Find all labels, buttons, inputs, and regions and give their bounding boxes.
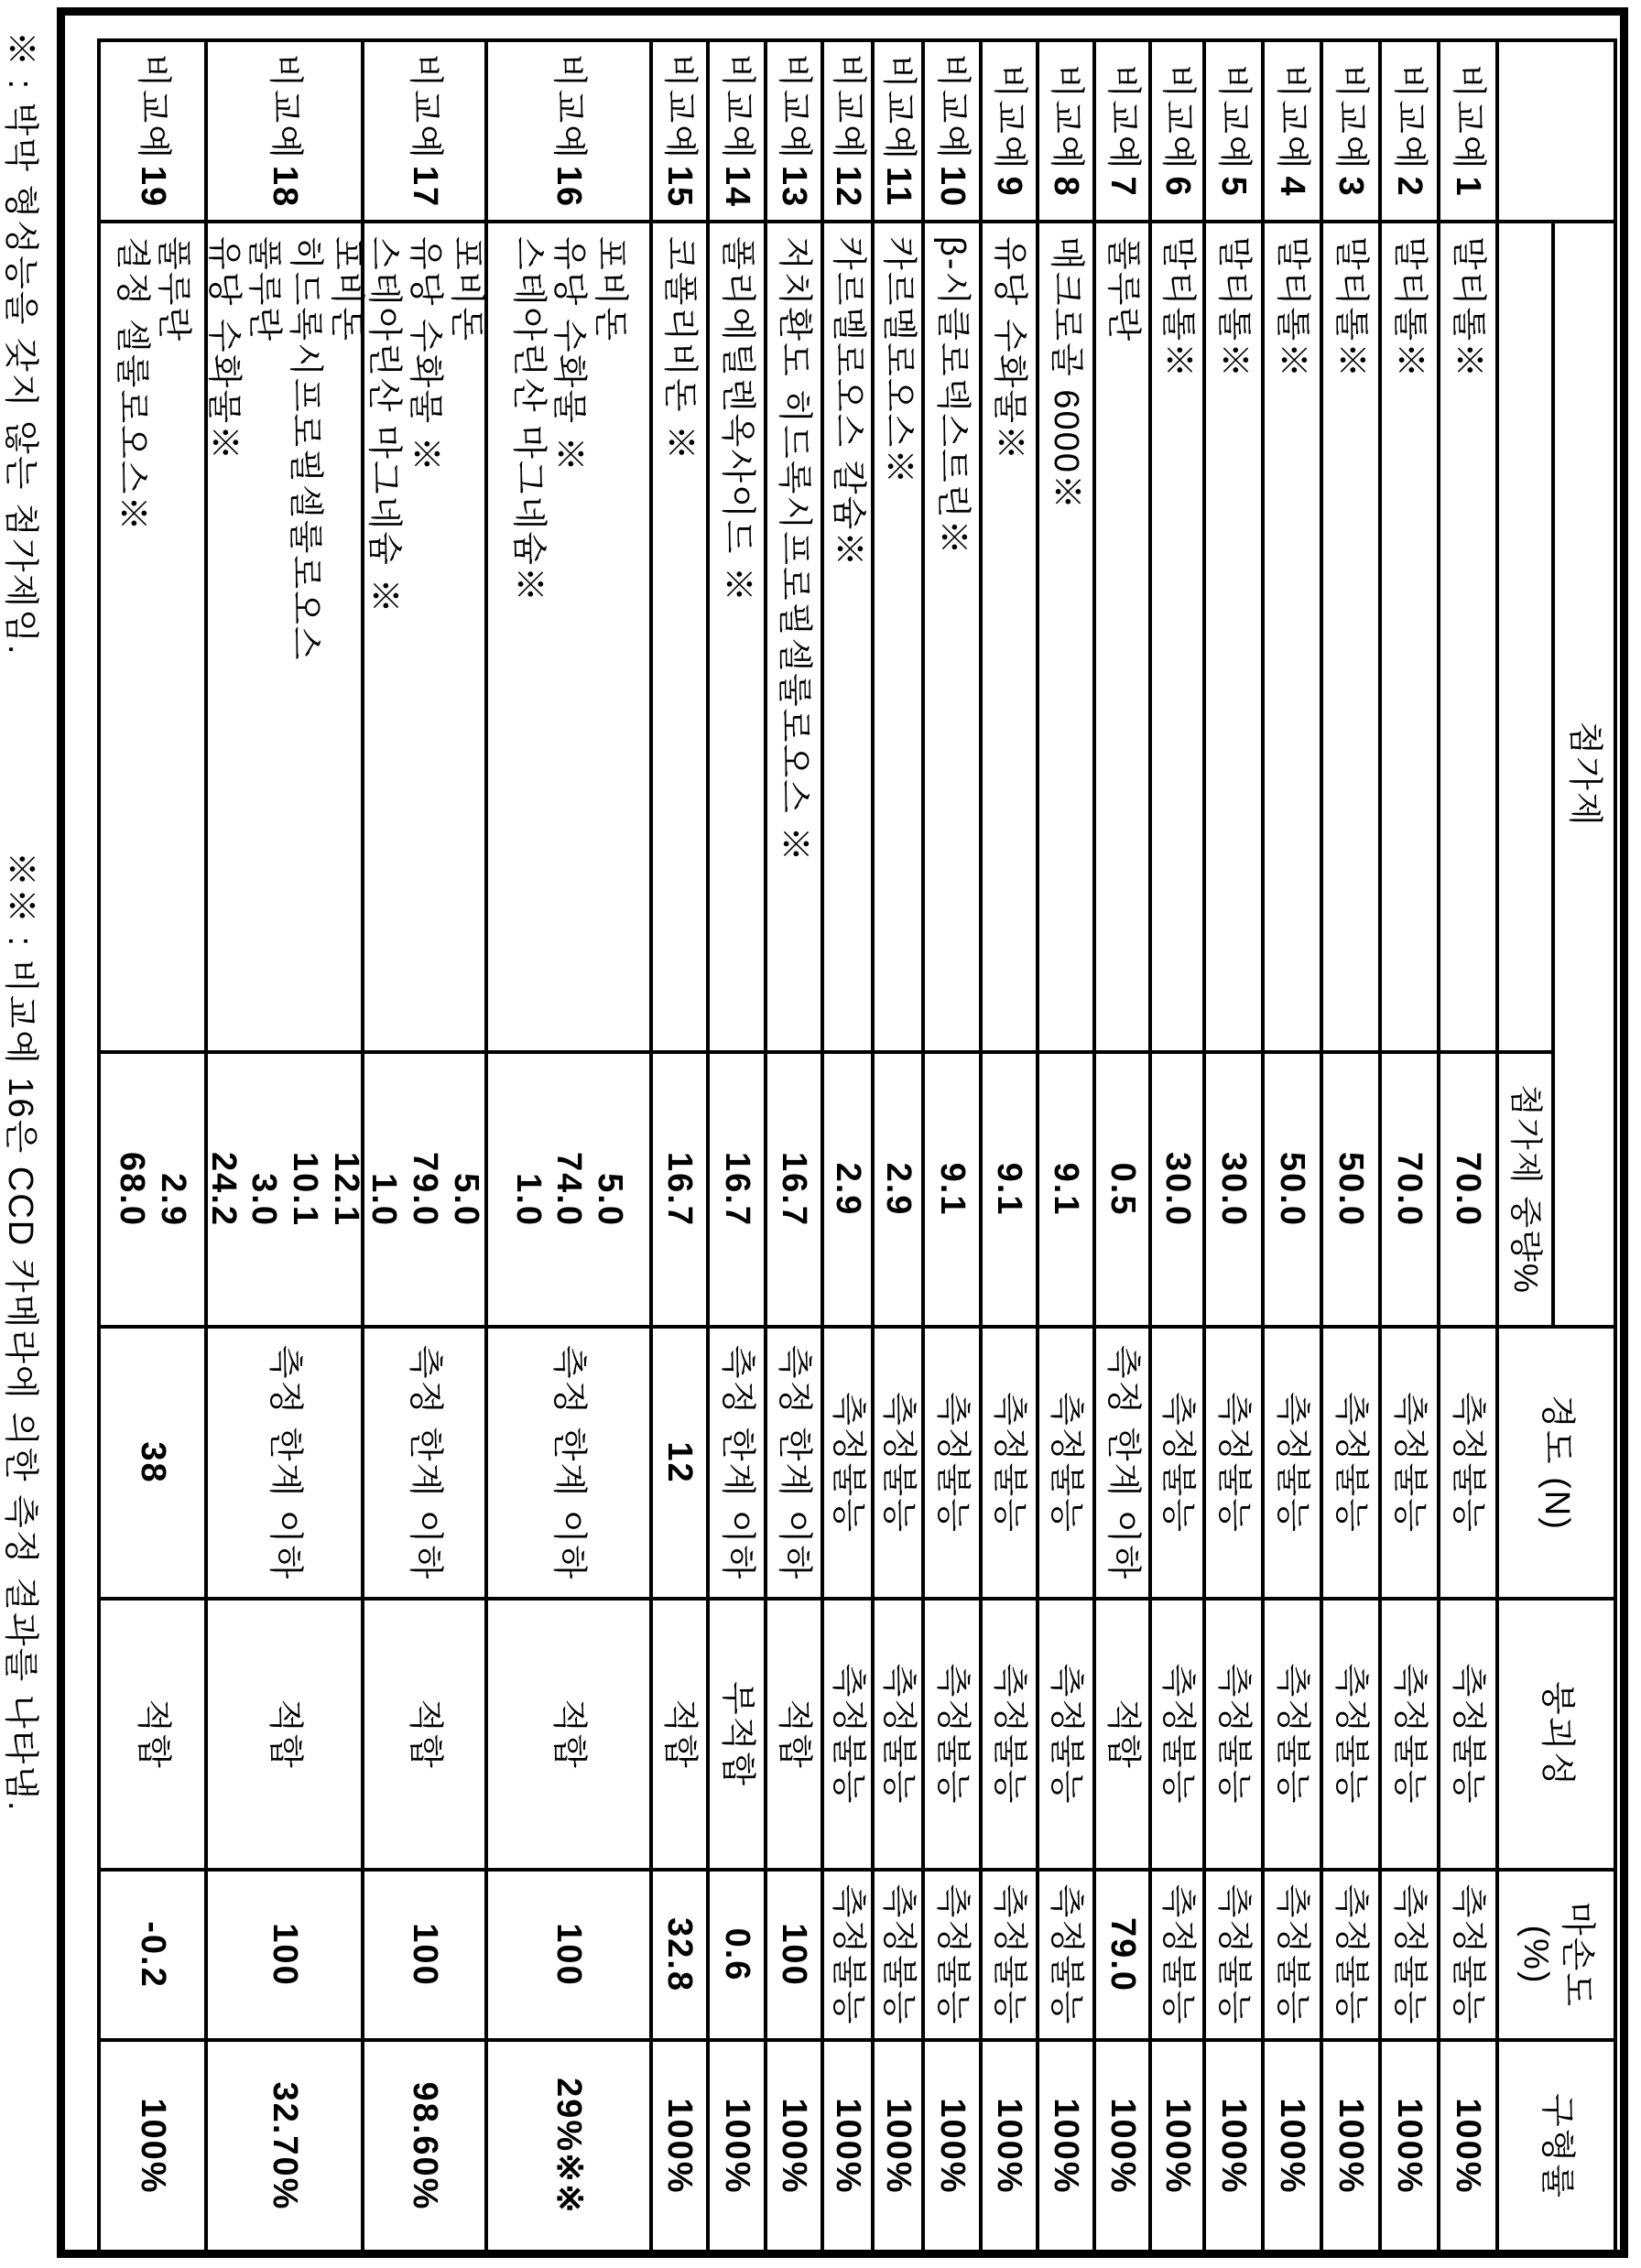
- cell-weight-percent: 0.5: [1092, 1054, 1148, 1329]
- header-disintegration: 붕괴성: [1495, 1601, 1614, 1872]
- cell-additive: 포비돈 유당 수화물 ※ 스테아린산 마그네슘 ※: [361, 223, 484, 1054]
- cell-friability: 측정불능: [979, 1872, 1036, 2042]
- footnote-film-forming: ※ : 박막 형성능을 갖지 않는 첨가제임.: [1, 31, 39, 657]
- row-label-2: 비교예 2: [1378, 42, 1437, 223]
- cell-weight-percent: 70.0: [1378, 1054, 1437, 1329]
- cell-friability: 측정불능: [1261, 1872, 1320, 2042]
- cell-hardness: 측정 한계 이하: [484, 1329, 649, 1601]
- header-hardness: 경도 (N): [1495, 1329, 1614, 1601]
- cell-hardness: 38: [97, 1329, 204, 1601]
- cell-disintegration: 측정불능: [1378, 1601, 1437, 1872]
- cell-weight-percent: 12.1 10.1 3.0 24.2: [204, 1054, 361, 1329]
- row-label-10: 비교예 10: [921, 42, 979, 223]
- row-label-8: 비교예 8: [1036, 42, 1092, 223]
- cell-sphericity: 100%: [1437, 2042, 1495, 2254]
- cell-disintegration: 적합: [484, 1601, 649, 1872]
- cell-friability: 79.0: [1092, 1872, 1148, 2042]
- cell-sphericity: 100%: [1092, 2042, 1148, 2254]
- cell-disintegration: 적합: [97, 1601, 204, 1872]
- cell-weight-percent: 9.1: [979, 1054, 1036, 1329]
- row-label-7: 비교예 7: [1092, 42, 1148, 223]
- row-label-14: 비교예 14: [706, 42, 764, 223]
- header-weight-percent: 첨가제 중량%: [1495, 1054, 1551, 1329]
- cell-friability: 측정불능: [1437, 1872, 1495, 2042]
- cell-friability: 100: [204, 1872, 361, 2042]
- cell-hardness: 측정불능: [1202, 1329, 1261, 1601]
- cell-friability: 100: [484, 1872, 649, 2042]
- cell-additive: 말티톨※: [1261, 223, 1320, 1054]
- cell-weight-percent: 5.0 74.0 1.0: [484, 1054, 649, 1329]
- cell-weight-percent: 30.0: [1202, 1054, 1261, 1329]
- cell-sphericity: 100%: [1261, 2042, 1320, 2254]
- cell-friability: 100: [764, 1872, 820, 2042]
- cell-hardness: 측정불능: [1036, 1329, 1092, 1601]
- row-label-5: 비교예 5: [1202, 42, 1261, 223]
- cell-weight-percent: 5.0 79.0 1.0: [361, 1054, 484, 1329]
- row-label-1: 비교예 1: [1437, 42, 1495, 223]
- cell-additive: 카르멜로오스 칼슘※: [820, 223, 871, 1054]
- cell-hardness: 측정 한계 이하: [361, 1329, 484, 1601]
- header-corner-cell: [1495, 42, 1614, 223]
- cell-friability: 측정불능: [1378, 1872, 1437, 2042]
- cell-friability: 0.6: [706, 1872, 764, 2042]
- cell-disintegration: 측정불능: [921, 1601, 979, 1872]
- cell-disintegration: 적합: [204, 1601, 361, 1872]
- cell-sphericity: 100%: [820, 2042, 871, 2254]
- cell-weight-percent: 30.0: [1148, 1054, 1202, 1329]
- row-label-9: 비교예 9: [979, 42, 1036, 223]
- footnotes: [0, 0, 49, 2268]
- header-additive: 첨가제: [1551, 223, 1614, 1329]
- cell-additive: 말티톨※: [1202, 223, 1261, 1054]
- cell-disintegration: 부적합: [706, 1601, 764, 1872]
- cell-additive: 풀루란: [1092, 223, 1148, 1054]
- cell-friability: 측정불능: [1036, 1872, 1092, 2042]
- cell-sphericity: 100%: [706, 2042, 764, 2254]
- cell-disintegration: 측정불능: [1202, 1601, 1261, 1872]
- cell-friability: 측정불능: [921, 1872, 979, 2042]
- cell-disintegration: 측정불능: [1437, 1601, 1495, 1872]
- cell-additive: 매크로골 6000※: [1036, 223, 1092, 1054]
- row-label-3: 비교예 3: [1320, 42, 1378, 223]
- cell-sphericity: 100%: [979, 2042, 1036, 2254]
- cell-weight-percent: 16.7: [649, 1054, 706, 1329]
- cell-friability: 100: [361, 1872, 484, 2042]
- cell-sphericity: 100%: [764, 2042, 820, 2254]
- cell-additive: 카르멜로오스※: [871, 223, 921, 1054]
- cell-sphericity: 29%※※: [484, 2042, 649, 2254]
- cell-additive: 유당 수화물※: [979, 223, 1036, 1054]
- cell-friability: -0.2: [97, 1872, 204, 2042]
- cell-disintegration: 적합: [1092, 1601, 1148, 1872]
- row-label-11: 비교예 11: [871, 42, 921, 223]
- cell-disintegration: 적합: [649, 1601, 706, 1872]
- cell-disintegration: 측정불능: [979, 1601, 1036, 1872]
- cell-weight-percent: 2.9 68.0: [97, 1054, 204, 1329]
- row-label-17: 비교예 17: [361, 42, 484, 223]
- cell-disintegration: 적합: [361, 1601, 484, 1872]
- cell-weight-percent: 50.0: [1320, 1054, 1378, 1329]
- cell-disintegration: 측정불능: [820, 1601, 871, 1872]
- cell-hardness: 측정 한계 이하: [1092, 1329, 1148, 1601]
- cell-disintegration: 측정불능: [1036, 1601, 1092, 1872]
- cell-weight-percent: 16.7: [764, 1054, 820, 1329]
- cell-hardness: 측정 한계 이하: [706, 1329, 764, 1601]
- row-label-16: 비교예 16: [484, 42, 649, 223]
- cell-additive: 말티톨※: [1378, 223, 1437, 1054]
- cell-hardness: 측정불능: [1320, 1329, 1378, 1601]
- cell-additive: 말티톨※: [1320, 223, 1378, 1054]
- cell-additive: 말티톨※: [1148, 223, 1202, 1054]
- cell-additive: β-시클로덱스트린※: [921, 223, 979, 1054]
- cell-sphericity: 98.60%: [361, 2042, 484, 2254]
- cell-hardness: 측정불능: [871, 1329, 921, 1601]
- cell-sphericity: 100%: [871, 2042, 921, 2254]
- cell-additive: 포비돈 히드록시프로필셀룰로오스 풀루란 유당 수화물※: [204, 223, 361, 1054]
- cell-hardness: 측정불능: [921, 1329, 979, 1601]
- cell-friability: 측정불능: [1148, 1872, 1202, 2042]
- footnote-ccd-camera: ※※ : 비교예 16은 CCD 카메라에 의한 측정 결과를 나타냄.: [1, 852, 39, 1813]
- table-grid: [97, 38, 1617, 2254]
- cell-friability: 측정불능: [820, 1872, 871, 2042]
- row-label-18: 비교예 18: [204, 42, 361, 223]
- cell-sphericity: 100%: [97, 2042, 204, 2254]
- cell-hardness: 12: [649, 1329, 706, 1601]
- cell-hardness: 측정불능: [1261, 1329, 1320, 1601]
- cell-weight-percent: 70.0: [1437, 1054, 1495, 1329]
- row-label-13: 비교예 13: [764, 42, 820, 223]
- cell-disintegration: 측정불능: [1148, 1601, 1202, 1872]
- cell-friability: 32.8: [649, 1872, 706, 2042]
- cell-sphericity: 32.70%: [204, 2042, 361, 2254]
- row-label-19: 비교예 19: [97, 42, 204, 223]
- cell-sphericity: 100%: [1378, 2042, 1437, 2254]
- cell-hardness: 측정불능: [1148, 1329, 1202, 1601]
- cell-additive: 폴리에틸렌옥사이드 ※: [706, 223, 764, 1054]
- cell-additive: 포비돈 유당 수화물 ※ 스테아린산 마그네슘※: [484, 223, 649, 1054]
- cell-disintegration: 적합: [764, 1601, 820, 1872]
- cell-additive: 저치환도 히드록시프로필셀룰로오스 ※: [764, 223, 820, 1054]
- cell-additive: 말티톨※: [1437, 223, 1495, 1054]
- cell-hardness: 측정 한계 이하: [764, 1329, 820, 1601]
- cell-hardness: 측정불능: [1437, 1329, 1495, 1601]
- cell-friability: 측정불능: [871, 1872, 921, 2042]
- cell-disintegration: 측정불능: [1261, 1601, 1320, 1872]
- row-label-6: 비교예 6: [1148, 42, 1202, 223]
- cell-sphericity: 100%: [1036, 2042, 1092, 2254]
- header-friability: 마손도 (%): [1495, 1872, 1614, 2042]
- row-label-4: 비교예 4: [1261, 42, 1320, 223]
- cell-friability: 측정불능: [1320, 1872, 1378, 2042]
- cell-sphericity: 100%: [1202, 2042, 1261, 2254]
- cell-weight-percent: 9.1: [921, 1054, 979, 1329]
- cell-sphericity: 100%: [649, 2042, 706, 2254]
- cell-weight-percent: 2.9: [820, 1054, 871, 1329]
- cell-additive: 코폴리비돈 ※: [649, 223, 706, 1054]
- cell-sphericity: 100%: [921, 2042, 979, 2254]
- cell-friability: 측정불능: [1202, 1872, 1261, 2042]
- cell-weight-percent: 9.1: [1036, 1054, 1092, 1329]
- row-label-12: 비교예 12: [820, 42, 871, 223]
- cell-hardness: 측정불능: [1378, 1329, 1437, 1601]
- cell-additive: 풀루란 결정 셀룰로오스※: [97, 223, 204, 1054]
- cell-weight-percent: 2.9: [871, 1054, 921, 1329]
- header-additive-sub-blank: [1495, 223, 1551, 1054]
- cell-disintegration: 측정불능: [1320, 1601, 1378, 1872]
- cell-weight-percent: 16.7: [706, 1054, 764, 1329]
- cell-weight-percent: 50.0: [1261, 1054, 1320, 1329]
- cell-disintegration: 측정불능: [871, 1601, 921, 1872]
- cell-hardness: 측정불능: [979, 1329, 1036, 1601]
- cell-sphericity: 100%: [1320, 2042, 1378, 2254]
- header-sphericity: 구형률: [1495, 2042, 1614, 2254]
- cell-sphericity: 100%: [1148, 2042, 1202, 2254]
- cell-hardness: 측정불능: [820, 1329, 871, 1601]
- row-label-15: 비교예 15: [649, 42, 706, 223]
- cell-hardness: 측정 한계 이하: [204, 1329, 361, 1601]
